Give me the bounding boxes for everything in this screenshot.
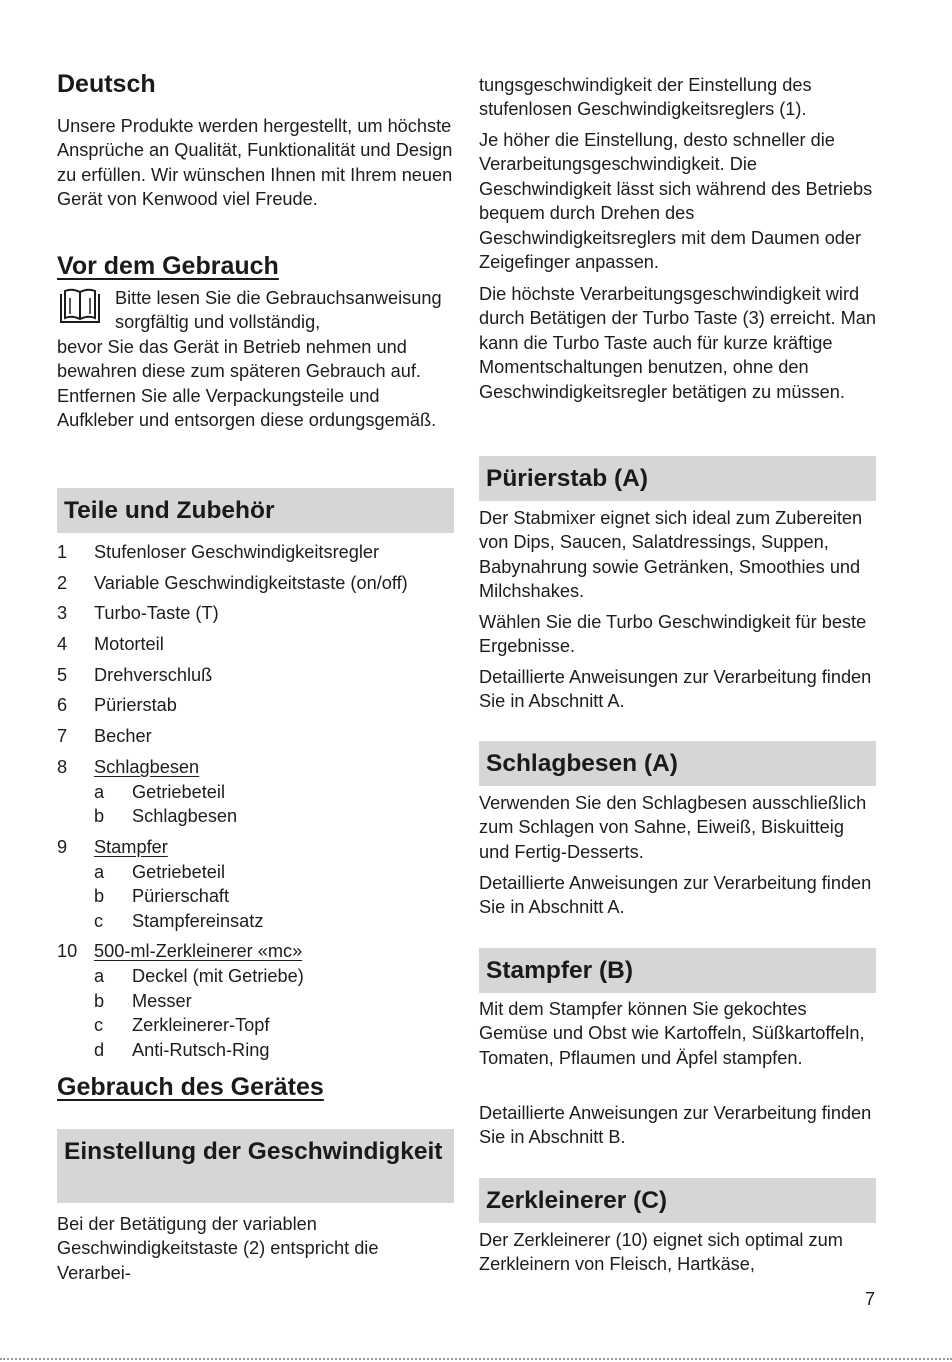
parts-list xyxy=(57,540,457,1062)
continuation-paragraph: tungsgeschwindigkeit der Einstellung des stufenlosen Geschwindigkeitsreglers (1). xyxy=(479,75,812,120)
list-subitem: a Getriebeteil xyxy=(94,861,226,882)
list-subitem: b Schlagbesen xyxy=(94,806,238,827)
list-item: 9 Stampfer xyxy=(57,836,168,857)
blender-heading: Pürierstab (A) xyxy=(479,456,876,501)
list-subitem: c Zerkleinerer-Topf xyxy=(94,1015,270,1036)
whisk-heading: Schlagbesen (A) xyxy=(479,741,876,786)
list-subitem: a Getriebeteil xyxy=(94,781,226,802)
speed-setting-heading: Einstellung der Geschwindigkeit xyxy=(57,1129,454,1203)
chopper-text: Der Zerkleinerer (10) eignet sich optimal zum Zerkleinern von Fleisch, Hartkäse, xyxy=(479,1230,843,1275)
blender-text-1: Der Stabmixer eignet sich ideal zum Zubereiten von Dips, Saucen, Salatdressings, Suppen, Babynahrung sowie Getränken, Smoothies und Milchshakes. xyxy=(479,508,863,602)
speed-setting-text: Bei der Betätigung der variablen Geschwindigkeitstaste (2) entspricht die Verarbei- xyxy=(57,1214,379,1283)
list-item: 5 Drehverschluß xyxy=(57,664,213,685)
speed-paragraph: Je höher die Einstellung, desto schneller die Verarbeitungsgeschwindigkeit. Die Geschwindigkeit lässt sich während des Betriebs bequem durch Drehen des Geschwindigkeitsreglers mit dem Daumen oder Zeigefinger anpassen. xyxy=(479,130,873,273)
whisk-text-1: Verwenden Sie den Schlagbesen ausschließlich zum Schlagen von Sahne, Eiweiß, Biskuitteig und Fertig-Desserts. xyxy=(479,793,867,862)
list-item: 10 500-ml-Zerkleinerer «mc» xyxy=(57,941,303,962)
list-subitem: d Anti-Rutsch-Ring xyxy=(94,1039,270,1060)
blender-text-3: Detaillierte Anweisungen zur Verarbeitung finden Sie in Abschnitt A. xyxy=(479,667,872,712)
turbo-paragraph: Die höchste Verarbeitungsgeschwindigkeit wird durch Betätigen der Turbo Taste (3) erreicht. Man kann die Turbo Taste auch für kurze kräftige Momentschaltungen benutzen, ohne den Geschwindigkeitsregler betätigen zu müssen. xyxy=(479,284,876,402)
chopper-heading: Zerkleinerer (C) xyxy=(479,1178,876,1223)
list-item: 2 Variable Geschwindigkeitstaste (on/off) xyxy=(57,572,408,593)
masher-text-1: Mit dem Stampfer können Sie gekochtes Gemüse und Obst wie Kartoffeln, Süßkartoffeln, Tomaten, Pflaumen und Äpfel stampfen. xyxy=(479,999,865,1068)
list-item: 7 Becher xyxy=(57,726,152,747)
list-subitem: b Pürierschaft xyxy=(94,886,230,907)
list-subitem: a Deckel (mit Getriebe) xyxy=(94,966,304,987)
page-edge-rule xyxy=(0,1358,952,1360)
list-item: 3 Turbo-Taste (T) xyxy=(57,603,219,624)
list-subitem: b Messer xyxy=(94,990,192,1011)
blender-text-2: Wählen Sie die Turbo Geschwindigkeit für beste Ergebnisse. xyxy=(479,612,867,657)
before-use-heading: Vor dem Gebrauch xyxy=(57,252,279,280)
masher-heading: Stampfer (B) xyxy=(479,948,876,993)
list-item: 6 Pürierstab xyxy=(57,695,177,716)
before-use-text-2: bevor Sie das Gerät in Betrieb nehmen und bewahren diese zum späteren Gebrauch auf. Entfernen Sie alle Verpackungsteile und Aufkleber und entsorgen diese ordungsgemäß. xyxy=(57,337,437,431)
page-number: 7 xyxy=(865,1289,876,1309)
list-item: 8 Schlagbesen xyxy=(57,756,200,777)
list-item: 4 Motorteil xyxy=(57,634,164,655)
intro-paragraph: Unsere Produkte werden hergestellt, um höchste Ansprüche an Qualität, Funktionalität und Design zu erfüllen. Wir wünschen Ihnen mit Ihrem neuen Gerät von Kenwood viel Freude. xyxy=(57,116,453,210)
usage-heading: Gebrauch des Gerätes xyxy=(57,1073,324,1101)
parts-heading: Teile und Zubehör xyxy=(57,488,454,533)
whisk-text-2: Detaillierte Anweisungen zur Verarbeitung finden Sie in Abschnitt A. xyxy=(479,873,872,918)
language-heading: Deutsch xyxy=(57,70,156,98)
list-subitem: c Stampfereinsatz xyxy=(94,910,264,931)
list-item: 1 Stufenloser Geschwindigkeitsregler xyxy=(57,542,380,562)
book-icon xyxy=(57,288,103,326)
before-use-text-1: Bitte lesen Sie die Gebrauchsanweisung sorgfältig und vollständig, xyxy=(115,288,442,333)
masher-text-2: Detaillierte Anweisungen zur Verarbeitung finden Sie in Abschnitt B. xyxy=(479,1103,872,1148)
